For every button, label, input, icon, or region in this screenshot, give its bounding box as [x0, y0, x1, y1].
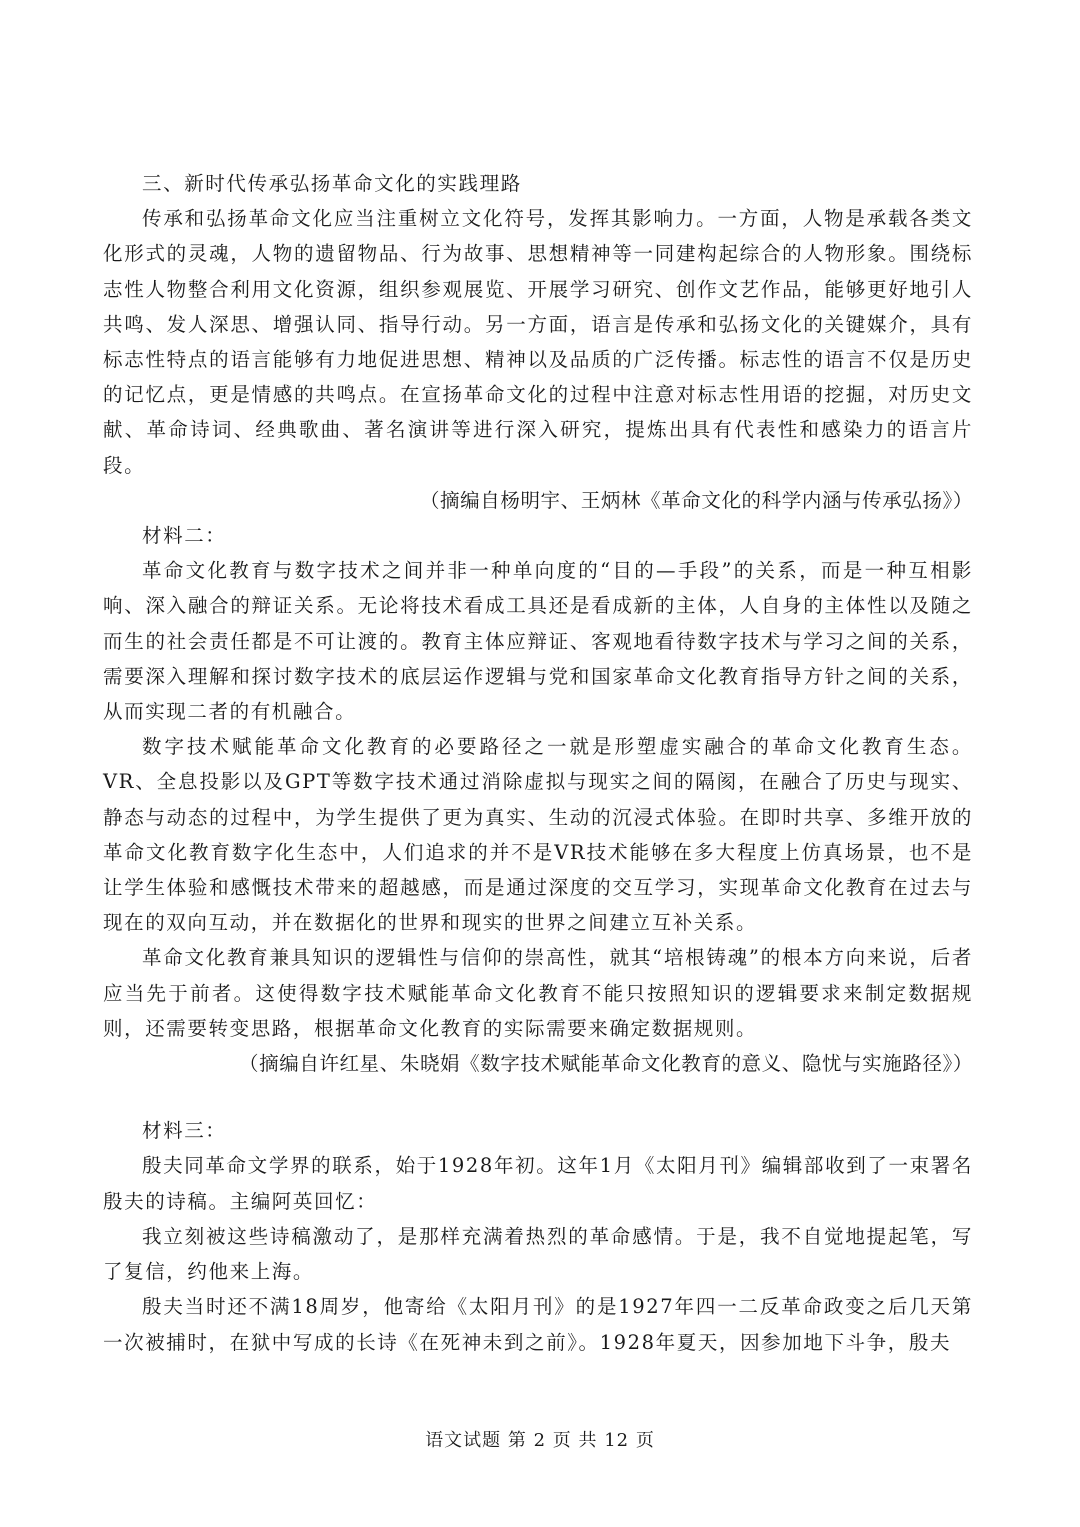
material-three-paragraph-1: 殷夫同革命文学界的联系，始于1928年初。这年1月《太阳月刊》编辑部收到了一束署名殷夫的诗稿。主编阿英回忆： [103, 1154, 973, 1213]
material-three-label: 材料三： [142, 1119, 227, 1143]
material-two-paragraph-2: 数字技术赋能革命文化教育的必要路径之一就是形塑虚实融合的革命文化教育生态。VR、全息投影以及GPT等数字技术通过消除虚拟与现实之间的隔阂，在融合了历史与现实、静态与动态的过程中，为学生提供了更为真实、生动的沉浸式体验。在即时共享、多维开放的革命文化教育数字化生态中，人们追求的并不是VR技术能够在多大程度上仿真场景，也不是让学生体验和感慨技术带来的超越感，而是通过深度的交互学习，实现革命文化教育在过去与现在的双向互动，并在数据化的世界和现实的世界之间建立互补关系。 [103, 735, 973, 935]
material-three-quote: 我立刻被这些诗稿激动了，是那样充满着热烈的革命感情。于是，我不自觉地提起笔，写了复信，约他来上海。 [103, 1224, 973, 1284]
material-two-paragraph-3: 革命文化教育兼具知识的逻辑性与信仰的崇高性，就其“培根铸魂”的根本方向来说，后者应当先于前者。这使得数字技术赋能革命文化教育不能只按照知识的逻辑要求来制定数据规则，还需要转变思路，根据革命文化教育的实际需要来确定数据规则。 [103, 946, 973, 1040]
material-three-paragraph-2: 殷夫当时还不满18周岁，他寄给《太阳月刊》的是1927年四一二反革命政变之后几天第一次被捕时，在狱中写成的长诗《在死神未到之前》。1928年夏天，因参加地下斗争，殷夫 [103, 1295, 973, 1354]
page-content [103, 166, 973, 1360]
material-two-citation: （摘编自许红星、朱晓娟《数字技术赋能革命文化教育的意义、隐忧与实施路径》） [239, 1052, 973, 1076]
page-footer: 语文试题 第 2 页 共 12 页 [425, 1430, 655, 1451]
section-heading: 三、新时代传承弘扬革命文化的实践理路 [142, 172, 522, 195]
material-two-paragraph-1: 革命文化教育与数字技术之间并非一种单向度的“目的—手段”的关系，而是一种互相影响、深入融合的辩证关系。无论将技术看成工具还是看成新的主体，人自身的主体性以及随之而生的社会责任都是不可让渡的。教育主体应辩证、客观地看待数字技术与学习之间的关系，需要深入理解和探讨数字技术的底层运作逻辑与党和国家革命文化教育指导方针之间的关系，从而实现二者的有机融合。 [103, 559, 973, 724]
section-gap [103, 1081, 973, 1113]
material-two-label: 材料二： [142, 524, 227, 548]
section-paragraph: 传承和弘扬革命文化应当注重树立文化符号，发挥其影响力。一方面，人物是承载各类文化形式的灵魂，人物的遗留物品、行为故事、思想精神等一同建构起综合的人物形象。围绕标志性人物整合利用文化资源，组织参观展览、开展学习研究、创作文艺作品，能够更好地引人共鸣、发人深思、增强认同、指导行动。另一方面，语言是传承和弘扬文化的关键媒介，具有标志性特点的语言能够有力地促进思想、精神以及品质的广泛传播。标志性的语言不仅是历史的记忆点，更是情感的共鸣点。在宣扬革命文化的过程中注意对标志性用语的挖掘，对历史文献、革命诗词、经典歌曲、著名演讲等进行深入研究，提炼出具有代表性和感染力的语言片段。 [103, 207, 973, 477]
section-citation: （摘编自杨明宇、王炳林《革命文化的科学内涵与传承弘扬》） [419, 488, 973, 512]
